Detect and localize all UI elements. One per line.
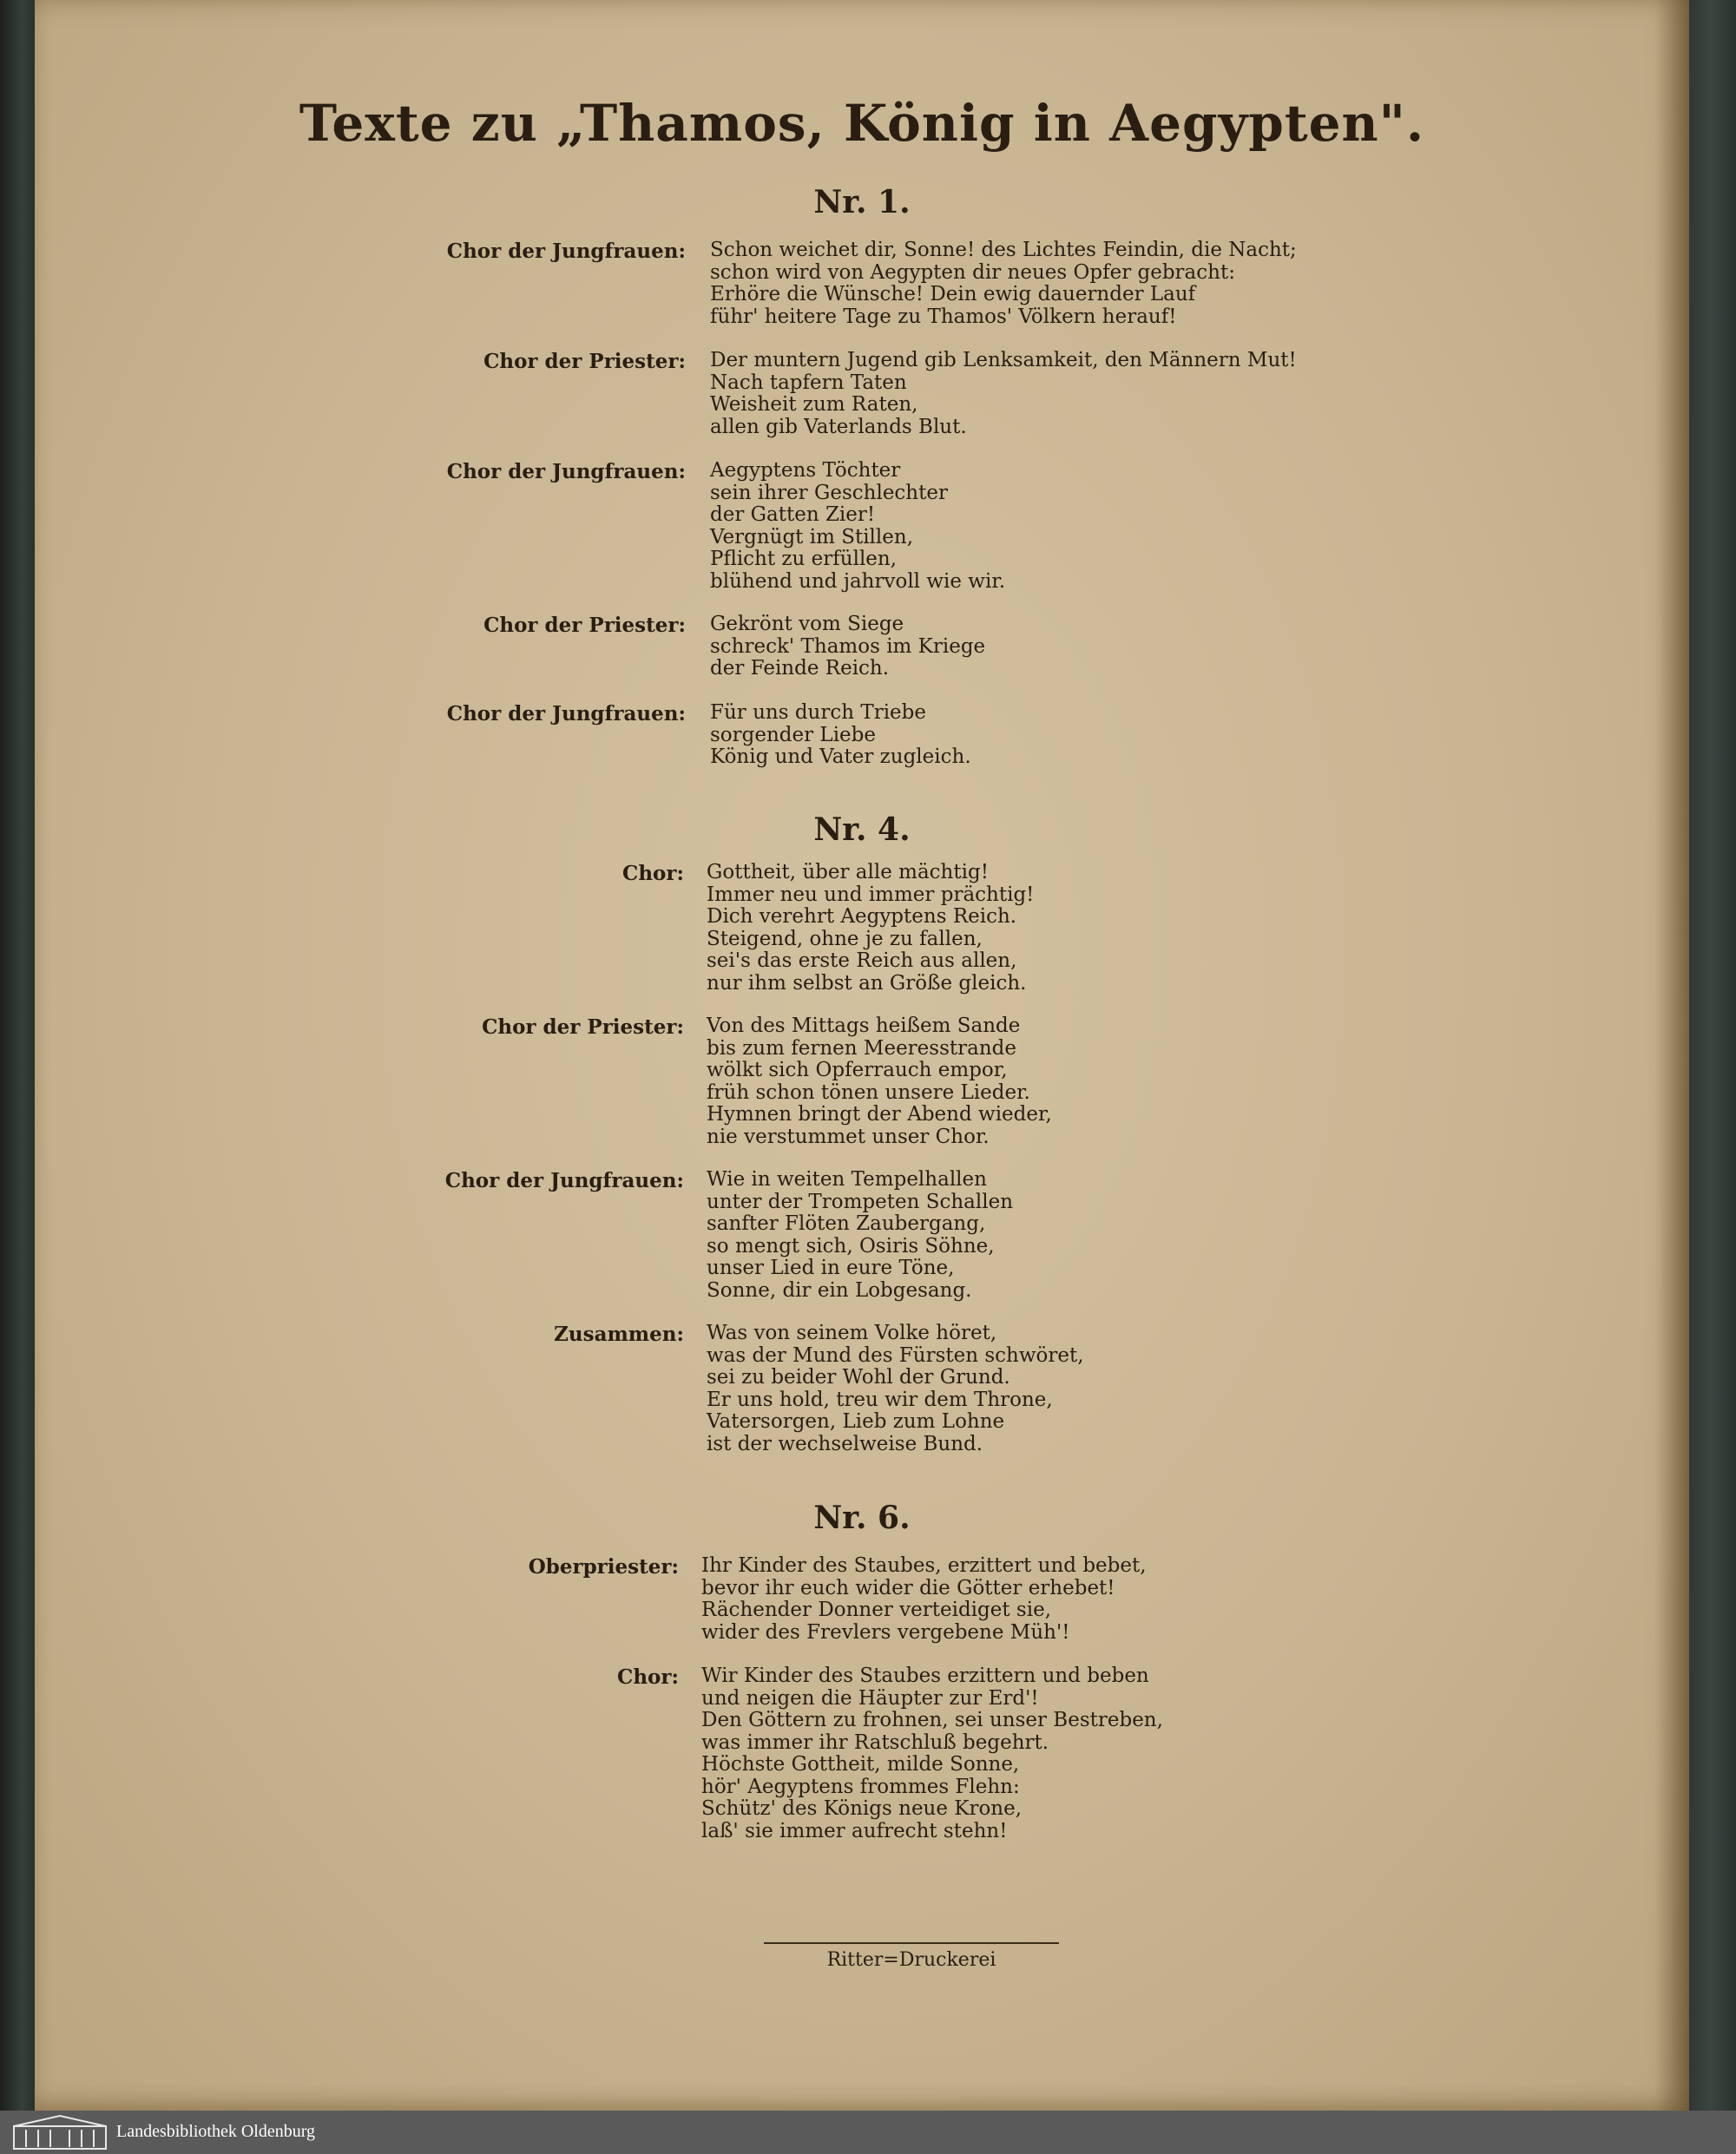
verse-line: früh schon tönen unsere Lieder. [707,1080,1030,1104]
verse-line: Pflicht zu erfüllen, [710,548,898,570]
verse-line: Ihr Kinder des Staubes, erzittert und bebet, [701,1554,1147,1577]
verse-line: führ' heitere Tage zu Thamos' Völkern herauf! [710,305,1177,328]
verse-line: Vatersorgen, Lieb zum Lohne [707,1410,1005,1433]
section-heading: Nr. 6. [813,1500,911,1536]
verse-line: sein ihrer Geschlechter [710,481,948,504]
verse-line: Weisheit zum Raten, [710,393,918,416]
verse-line: nie verstummet unser Chor. [707,1125,990,1148]
verse-line: sei's das erste Reich aus allen, [707,949,1017,972]
verse-line: sorgender Liebe [710,723,877,746]
verse-line: blühend und jahrvoll wie wir. [710,569,1006,593]
verse-line: so mengt sich, Osiris Söhne, [707,1234,995,1258]
printer-imprint: Ritter=Druckerei [826,1949,996,1971]
verse-line: wölkt sich Opferrauch empor, [707,1059,1008,1081]
verse-line: Schütz' des Königs neue Krone, [701,1797,1023,1820]
verse-line: allen gib Vaterlands Blut. [710,415,967,438]
verse-line: sei zu beider Wohl der Grund. [707,1366,1010,1389]
verse-line: Er uns hold, treu wir dem Throne, [707,1388,1053,1411]
verse-line: Dich verehrt Aegyptens Reich. [707,905,1017,928]
footer-rule [764,1942,1059,1944]
verse-line: laß' sie immer aufrecht stehn! [701,1819,1008,1842]
right-binding [1686,0,1736,2111]
verse-line: Wie in weiten Tempelhallen [707,1168,987,1191]
verse-line: bevor ihr euch wider die Götter erhebet! [701,1576,1115,1599]
library-name: Landesbibliothek Oldenburg [116,2122,316,2141]
verse-line: Höchste Gottheit, milde Sonne, [701,1753,1020,1776]
verse-line: Der muntern Jugend gib Lenksamkeit, den Männern Mut! [710,349,1297,371]
verse-line: Immer neu und immer prächtig! [707,883,1035,906]
verse-line: Steigend, ohne je zu fallen, [707,927,983,950]
verse-line: König und Vater zugleich. [710,745,971,768]
verse-line: hör' Aegyptens frommes Flehn: [701,1775,1020,1798]
speaker-label: Chor: [622,862,684,885]
verse-line: der Gatten Zier! [710,503,876,526]
verse-line: nur ihm selbst an Größe gleich. [707,971,1027,995]
speaker-label: Chor der Priester: [482,1015,684,1039]
verse-line: was immer ihr Ratschluß begehrt. [701,1730,1049,1754]
verse-line: Für uns durch Triebe [710,701,926,724]
page-title: Texte zu „Thamos, König in Aegypten". [299,94,1425,153]
verse-line: Nach tapfern Taten [710,371,907,394]
verse-line: schreck' Thamos im Kriege [710,634,986,658]
speaker-label: Zusammen: [554,1323,684,1346]
verse-line: Gekrönt vom Siege [710,613,904,635]
verse-line: Gottheit, über alle mächtig! [707,861,989,883]
verse-line: sanfter Flöten Zaubergang, [707,1212,986,1235]
verse-line: ist der wechselweise Bund. [707,1432,983,1455]
verse-line: Rächender Donner verteidiget sie, [701,1599,1052,1621]
speaker-label: Chor der Jungfrauen: [446,240,686,263]
verse-line: schon wird von Aegypten dir neues Opfer gebracht: [710,260,1235,284]
speaker-label: Chor der Jungfrauen: [446,460,686,483]
document-page [35,0,1689,2111]
left-binding [0,0,36,2111]
section-heading: Nr. 1. [813,184,911,220]
speaker-label: Chor: [617,1665,679,1689]
verse-line: unter der Trompeten Schallen [707,1190,1014,1213]
speaker-label: Chor der Priester: [483,614,686,637]
verse-line: Erhöre die Wünsche! Dein ewig dauernder Lauf [710,283,1196,305]
verse-line: Sonne, dir ein Lobgesang. [707,1278,972,1302]
section-heading: Nr. 4. [813,811,911,848]
verse-line: bis zum fernen Meeresstrande [707,1036,1016,1060]
library-building-icon [12,2114,108,2151]
verse-line: Schon weichet dir, Sonne! des Lichtes Feindin, die Nacht; [710,239,1297,261]
verse-line: Von des Mittags heißem Sande [707,1015,1021,1037]
verse-line: was der Mund des Fürsten schwöret, [707,1343,1084,1367]
verse-line: der Feinde Reich. [710,657,890,680]
verse-line: Wir Kinder des Staubes erzittern und beben [701,1665,1149,1687]
speaker-label: Chor der Jungfrauen: [444,1169,684,1192]
verse-line: Was von seinem Volke höret, [707,1322,997,1344]
verse-line: Hymnen bringt der Abend wieder, [707,1103,1052,1126]
speaker-label: Chor der Priester: [483,350,686,373]
verse-line: Aegyptens Töchter [710,459,901,482]
verse-line: wider des Frevlers vergebene Müh'! [701,1620,1070,1644]
speaker-label: Oberpriester: [528,1555,679,1579]
verse-line: Den Göttern zu frohnen, sei unser Bestreben, [701,1709,1163,1731]
verse-line: Vergnügt im Stillen, [710,525,914,548]
speaker-label: Chor der Jungfrauen: [446,702,686,726]
verse-line: und neigen die Häupter zur Erd'! [701,1686,1039,1710]
verse-line: unser Lied in eure Töne, [707,1257,955,1279]
